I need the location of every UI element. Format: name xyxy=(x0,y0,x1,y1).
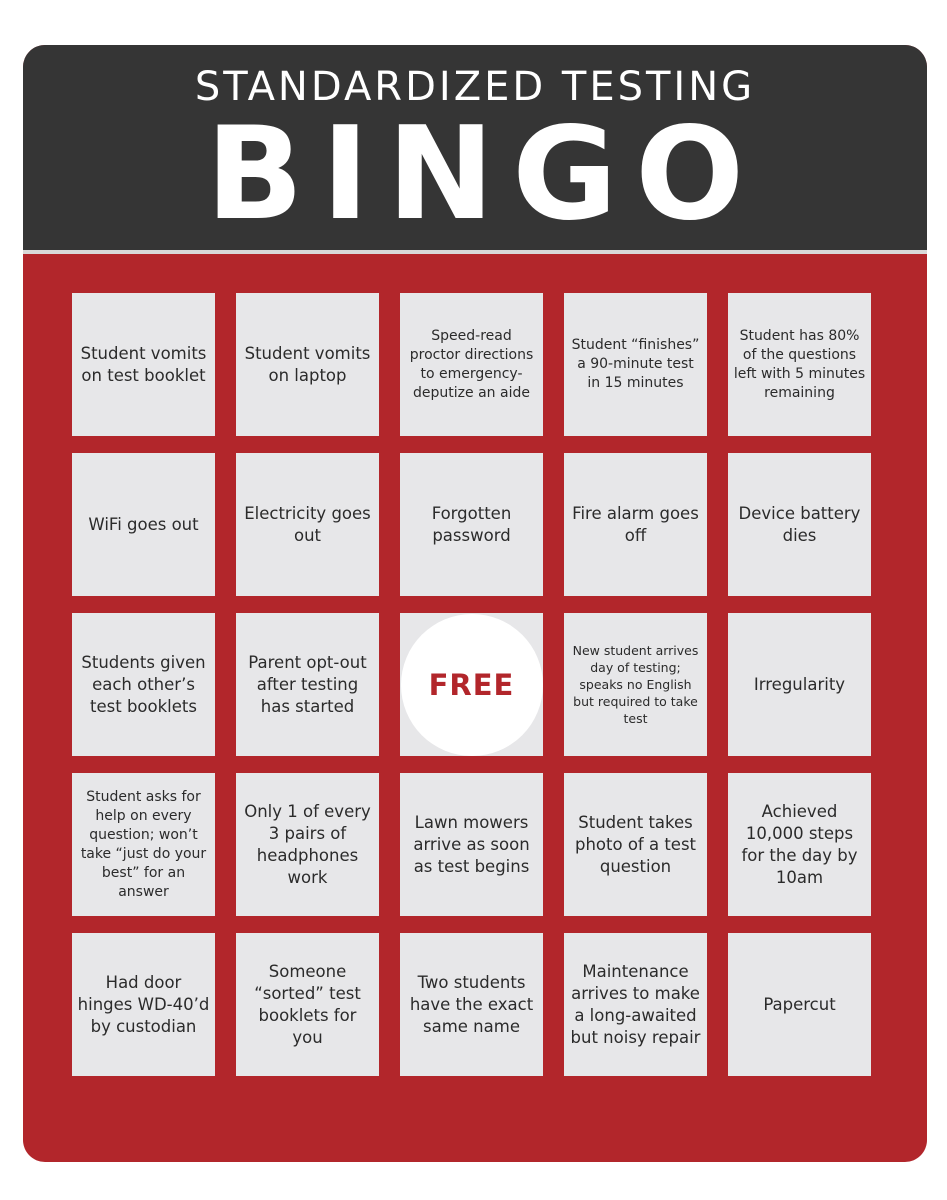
free-label: FREE xyxy=(428,667,515,702)
bingo-square: Student vomits on test booklet xyxy=(72,293,215,436)
bingo-square: WiFi goes out xyxy=(72,453,215,596)
bingo-square: Achieved 10,000 steps for the day by 10am xyxy=(728,773,871,916)
free-circle xyxy=(401,614,543,756)
bingo-square: Only 1 of every 3 pairs of headphones work xyxy=(236,773,379,916)
bingo-card xyxy=(23,45,927,1162)
bingo-header xyxy=(23,45,927,254)
bingo-square: Had door hinges WD-40’d by custodian xyxy=(72,933,215,1076)
bingo-square: Parent opt-out after testing has started xyxy=(236,613,379,756)
bingo-grid xyxy=(72,293,871,1076)
bingo-square: Student “finishes” a 90-minute test in 15 minutes xyxy=(564,293,707,436)
bingo-square: Students given each other’s test booklets xyxy=(72,613,215,756)
bingo-square: Someone “sorted” test booklets for you xyxy=(236,933,379,1076)
bingo-square: Device battery dies xyxy=(728,453,871,596)
bingo-square: Speed-read proctor directions to emergency-deputize an aide xyxy=(400,293,543,436)
bingo-square: Two students have the exact same name xyxy=(400,933,543,1076)
bingo-square: Papercut xyxy=(728,933,871,1076)
bingo-square: Maintenance arrives to make a long-awaited but noisy repair xyxy=(564,933,707,1076)
bingo-square: Student asks for help on every question; won’t take “just do your best” for an answer xyxy=(72,773,215,916)
bingo-square: Electricity goes out xyxy=(236,453,379,596)
bingo-square: Forgotten password xyxy=(400,453,543,596)
header-subtitle: STANDARDIZED TESTING xyxy=(194,64,756,110)
bingo-square: Fire alarm goes off xyxy=(564,453,707,596)
bingo-square: Student has 80% of the questions left with 5 minutes remaining xyxy=(728,293,871,436)
free-square xyxy=(400,613,543,756)
bingo-square: Lawn mowers arrive as soon as test begins xyxy=(400,773,543,916)
header-title: BINGO xyxy=(205,100,763,249)
bingo-square: Student takes photo of a test question xyxy=(564,773,707,916)
bingo-square: Irregularity xyxy=(728,613,871,756)
bingo-square: Student vomits on laptop xyxy=(236,293,379,436)
bingo-square: New student arrives day of testing; speaks no English but required to take test xyxy=(564,613,707,756)
